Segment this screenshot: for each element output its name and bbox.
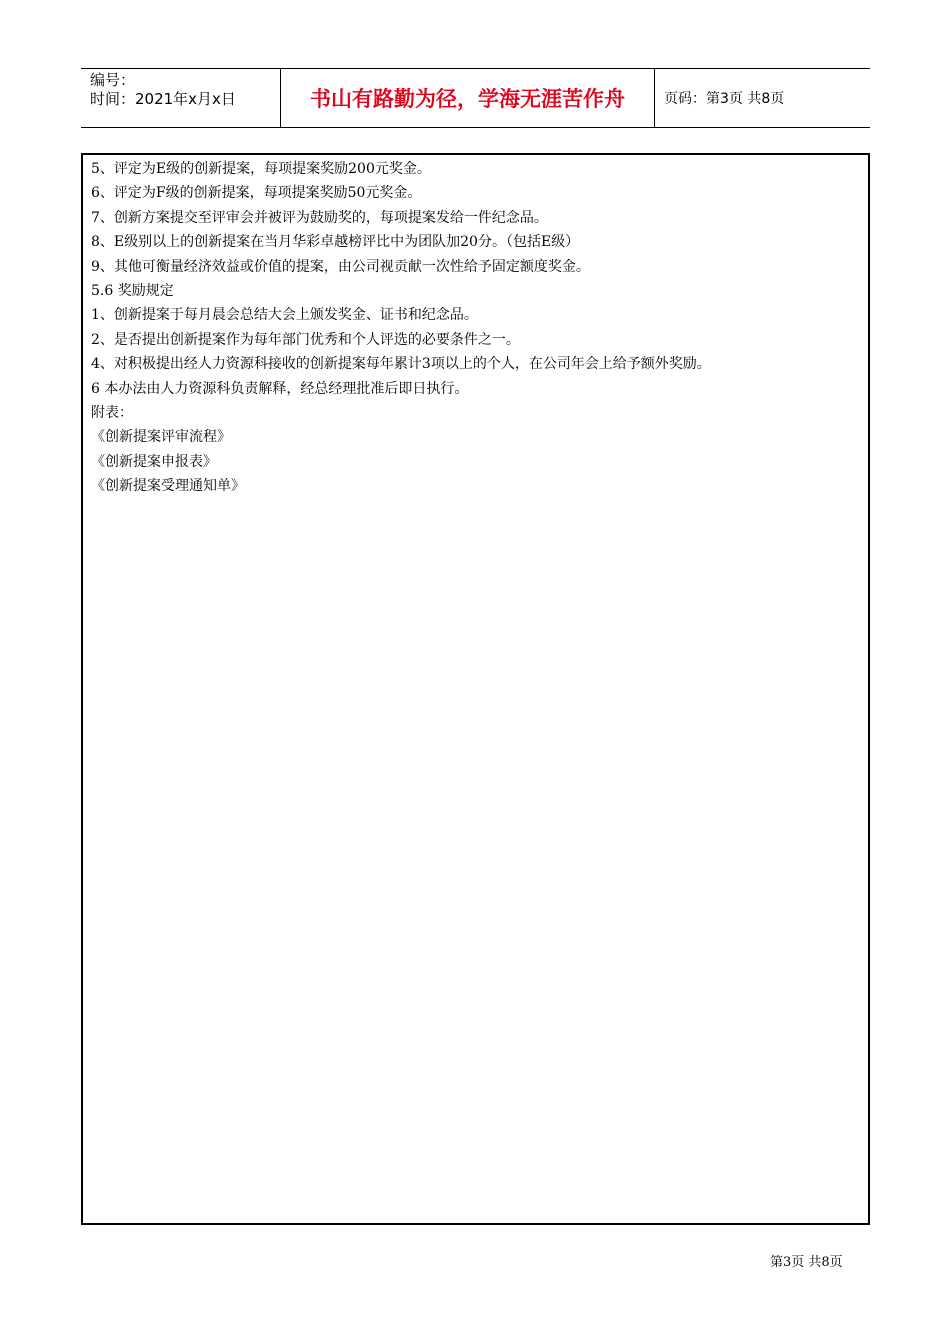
appendix-heading: 附表：	[91, 405, 133, 422]
content-text	[91, 157, 862, 499]
section-heading: 5.6 奖励规定	[91, 283, 174, 300]
appendix-item: 《创新提案评审流程》	[91, 429, 231, 446]
text-line: 4、对积极提出经人力资源科接收的创新提案每年累计3项以上的个人，在公司年会上给予额外奖励。	[91, 356, 711, 373]
text-line: 2、是否提出创新提案作为每年部门优秀和个人评选的必要条件之一。	[91, 331, 520, 348]
text-line: 5、评定为E级的创新提案，每项提案奖励200元奖金。	[91, 161, 431, 177]
text-line: 1、创新提案于每月晨会总结大会上颁发奖金、证书和纪念品。	[91, 307, 478, 324]
footer-page-number: 第3页 共8页	[770, 1255, 843, 1270]
header-slogan: 书山有路勤为径，学海无涯苦作舟	[281, 69, 655, 127]
doc-time-label: 时间：2021年x月x日	[90, 90, 236, 108]
text-line: 7、创新方案提交至评审会并被评为鼓励奖的，每项提案发给一件纪念品。	[91, 209, 548, 226]
header-page-number: 页码：第3页 共8页	[664, 91, 785, 107]
text-line: 8、E级别以上的创新提案在当月华彩卓越榜评比中为团队加20分。（包括E级）	[91, 234, 580, 251]
page-header	[81, 68, 870, 128]
appendix-item: 《创新提案受理通知单》	[91, 478, 245, 495]
content-box	[81, 153, 870, 1225]
doc-number-label: 编号：	[90, 71, 136, 89]
text-line: 9、其他可衡量经济效益或价值的提案，由公司视贡献一次性给予固定额度奖金。	[91, 258, 590, 275]
header-meta	[81, 69, 281, 127]
text-line: 6 本办法由人力资源科负责解释，经总经理批准后即日执行。	[91, 380, 469, 397]
appendix-item: 《创新提案申报表》	[91, 453, 217, 470]
text-line: 6、评定为F级的创新提案，每项提案奖励50元奖金。	[91, 185, 422, 202]
